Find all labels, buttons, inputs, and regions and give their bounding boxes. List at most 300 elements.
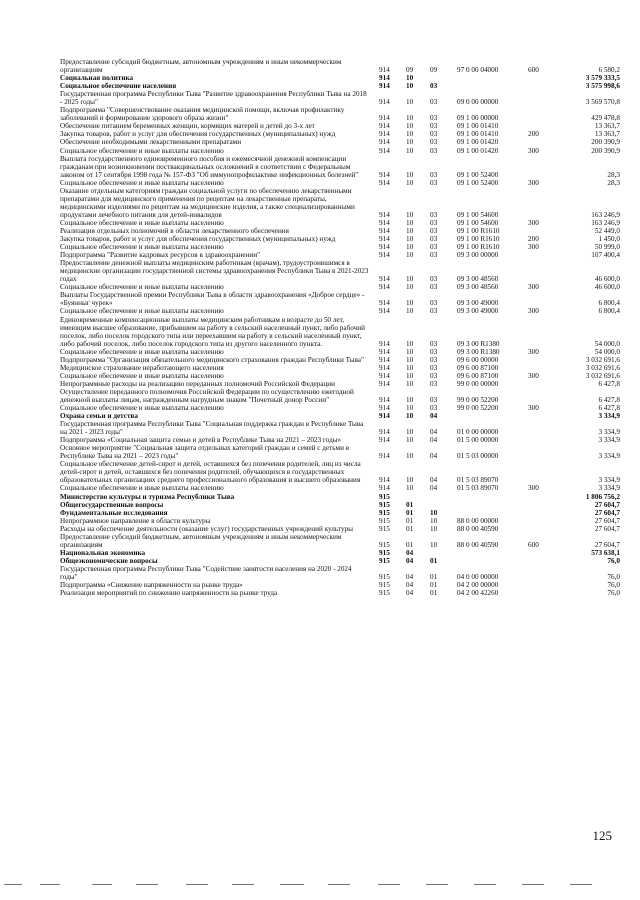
code-expense-type: 300 [528, 146, 539, 155]
table-row [60, 581, 620, 589]
code-department: 914 [379, 114, 390, 123]
code-section: 10 [406, 98, 414, 107]
code-subsection: 01 [430, 573, 438, 581]
code-section: 04 [406, 548, 414, 557]
code-section: 10 [406, 412, 414, 421]
code-target-article: 09 3 00 48560 [457, 275, 499, 284]
table-row [60, 549, 620, 557]
code-target-article: 09 3 00 00000 [457, 251, 499, 260]
table-row [60, 243, 620, 251]
code-department: 914 [379, 476, 390, 485]
page-number: 125 [592, 828, 612, 843]
table-row [60, 501, 620, 509]
code-subsection: 03 [430, 210, 438, 219]
code-subsection: 03 [430, 146, 438, 155]
table-row [60, 138, 620, 146]
table-row [60, 82, 620, 90]
row-name: Закупка товаров, работ и услуг для обеспечения государственных (муниципальных) нужд [60, 130, 336, 139]
code-target-article: 04 2 00 00000 [457, 581, 499, 590]
code-section: 01 [406, 524, 414, 533]
amount: 28,3 [607, 178, 620, 187]
code-department: 915 [379, 556, 390, 565]
code-section: 10 [406, 436, 414, 445]
row-name: Общеэкономические вопросы [60, 556, 158, 565]
code-section: 01 [406, 516, 414, 525]
code-target-article: 04 0 00 00000 [457, 573, 499, 581]
amount: 3 334,9 [598, 428, 620, 437]
row-name: Социальная политика [60, 74, 134, 83]
code-department: 915 [379, 573, 390, 581]
code-target-article: 09 0 00 00000 [457, 98, 499, 107]
amount: 3 334,9 [598, 452, 620, 461]
code-target-article: 01 5 03 00000 [457, 452, 499, 461]
code-section: 10 [406, 347, 414, 356]
code-subsection: 10 [430, 524, 438, 533]
row-name: Социальное обеспечение населения [60, 82, 177, 91]
row-name: Основное мероприятие "Социальная защита отдельных категорий граждан и семей с детьми в Республике Тыва на 2021 – 2023 годы" [60, 444, 350, 461]
row-name: Предоставление денежной выплаты медицинским работникам (врачам), трудоустроившимся в медицинские организации государственной системы здравоохранения Республики Тыва в 2021-2023 годах [60, 259, 369, 284]
amount: 46 600,0 [594, 283, 620, 292]
code-subsection: 03 [430, 355, 438, 364]
amount: 429 478,8 [591, 114, 620, 123]
row-name: Подпрограмма «Социальная защита семьи и детей в Республике Тыва на 2021 – 2023 годы» [60, 436, 342, 445]
code-section: 10 [406, 226, 414, 235]
table-row [60, 283, 620, 291]
row-name: Реализация мероприятий по снижению напряженности на рынке труда [60, 589, 278, 598]
code-subsection: 03 [430, 404, 438, 413]
code-target-article: 99 0 00 00000 [457, 379, 499, 388]
amount: 1 806 756,2 [585, 492, 620, 501]
amount: 3 334,9 [598, 412, 620, 421]
code-expense-type: 200 [528, 235, 539, 244]
row-name: Расходы на обеспечение деятельности (оказание услуг) государственных учреждений культуры [60, 524, 353, 533]
amount: 3 334,9 [598, 436, 620, 445]
code-target-article: 09 6 00 87100 [457, 371, 499, 380]
code-target-article: 09 1 00 R1610 [457, 243, 500, 252]
code-department: 914 [379, 251, 390, 260]
table-row [60, 187, 620, 219]
amount: 76,0 [607, 581, 620, 590]
table-row [60, 307, 620, 315]
amount: 54 000,0 [594, 347, 620, 356]
table-row [60, 557, 620, 565]
code-target-article: 09 3 00 49000 [457, 307, 499, 316]
code-department: 914 [379, 283, 390, 292]
code-target-article: 09 1 00 52400 [457, 178, 499, 187]
row-name: Государственная программа Республики Тыва "Социальная поддержка граждан в Республике Тыва на 2021 - 2023 годы" [60, 420, 364, 437]
code-subsection: 03 [430, 178, 438, 187]
amount: 6 427,8 [598, 379, 620, 388]
code-section: 10 [406, 210, 414, 219]
table-row [60, 380, 620, 388]
table-row [60, 316, 620, 348]
table-row [60, 122, 620, 130]
code-subsection: 09 [430, 66, 438, 75]
code-target-article: 88 0 00 00000 [457, 516, 499, 525]
code-target-article: 09 1 00 01420 [457, 138, 499, 147]
row-name: Обеспечение питанием беременных женщин, кормящих матерей и детей до 3-х лет [60, 122, 315, 131]
table-row [60, 155, 620, 179]
code-section: 10 [406, 476, 414, 485]
amount: 54 000,0 [594, 339, 620, 348]
code-target-article: 01 5 00 00000 [457, 436, 499, 445]
code-department: 914 [379, 82, 390, 91]
code-section: 10 [406, 307, 414, 316]
table-row [60, 493, 620, 501]
code-subsection: 04 [430, 412, 438, 421]
row-name: Подпрограмма "Совершенствование оказания медицинской помощи, включая профилактику заболеваний и формирование здорового образа жизни" [60, 106, 345, 123]
code-section: 10 [406, 218, 414, 227]
code-department: 915 [379, 581, 390, 590]
code-subsection: 03 [430, 307, 438, 316]
code-department: 915 [379, 500, 390, 509]
code-department: 914 [379, 428, 390, 437]
code-target-article: 09 3 00 R1380 [457, 339, 500, 348]
code-target-article: 09 3 00 49000 [457, 299, 499, 308]
row-name: Медицинское страхование неработающего населения [60, 363, 224, 372]
amount: 1 450,0 [598, 235, 620, 244]
amount: 27 604,7 [594, 540, 620, 549]
code-section: 10 [406, 122, 414, 131]
row-name: Министерство культуры и туризма Республики Тыва [60, 492, 235, 501]
table-row [60, 259, 620, 283]
code-section: 10 [406, 363, 414, 372]
code-section: 10 [406, 138, 414, 147]
code-subsection: 03 [430, 122, 438, 131]
row-name: Осуществление переданного полномочия Российской Федерации по осуществлению ежегодной денежной выплаты лицам, награжденным нагрудным знаком "Почетный донор России" [60, 387, 354, 404]
code-subsection: 03 [430, 299, 438, 308]
code-department: 914 [379, 178, 390, 187]
code-target-article: 09 1 00 01410 [457, 122, 499, 131]
row-name: Социальное обеспечение и иные выплаты населению [60, 283, 224, 292]
code-section: 10 [406, 235, 414, 244]
table-row [60, 525, 620, 533]
code-department: 914 [379, 412, 390, 421]
code-target-article: 01 5 03 89070 [457, 484, 499, 493]
table-row [60, 90, 620, 106]
row-name: Социальное обеспечение детей-сирот и детей, оставшихся без попечения родителей, лиц из числа детей-сирот и детей, оставшихся без попечения родителей, обучающихся в государственных образовательных организациях среднего профессионального образования и высшего образования [60, 460, 361, 485]
amount: 6 427,8 [598, 395, 620, 404]
row-name: Реализация отдельных полномочий в области лекарственного обеспечения [60, 226, 289, 235]
code-section: 04 [406, 556, 414, 565]
code-subsection: 04 [430, 476, 438, 485]
row-name: Национальная экономика [60, 548, 146, 557]
code-subsection: 03 [430, 347, 438, 356]
amount: 27 604,7 [594, 516, 620, 525]
code-subsection: 03 [430, 130, 438, 139]
code-department: 914 [379, 138, 390, 147]
code-department: 914 [379, 210, 390, 219]
amount: 3 569 570,8 [585, 98, 620, 107]
amount: 163 246,9 [591, 218, 620, 227]
code-expense-type: 600 [528, 66, 539, 75]
table-row [60, 356, 620, 364]
code-department: 914 [379, 355, 390, 364]
code-subsection: 01 [430, 589, 438, 598]
table-row [60, 509, 620, 517]
budget-table [60, 58, 620, 597]
code-section: 10 [406, 82, 414, 91]
code-subsection: 03 [430, 226, 438, 235]
code-subsection: 03 [430, 218, 438, 227]
code-department: 914 [379, 379, 390, 388]
code-subsection: 04 [430, 452, 438, 461]
code-department: 914 [379, 122, 390, 131]
code-subsection: 04 [430, 428, 438, 437]
code-target-article: 09 1 00 54600 [457, 218, 499, 227]
row-name: Непрограммное направление в области культуры [60, 516, 211, 525]
code-target-article: 99 0 00 52200 [457, 404, 499, 413]
code-expense-type: 300 [528, 347, 539, 356]
table-row [60, 251, 620, 259]
code-department: 914 [379, 146, 390, 155]
amount: 573 638,1 [591, 548, 620, 557]
code-subsection: 10 [430, 516, 438, 525]
table-row [60, 436, 620, 444]
row-name: Фундаментальные исследования [60, 508, 168, 517]
code-target-article: 09 3 00 R1380 [457, 347, 500, 356]
amount: 52 449,0 [594, 226, 620, 235]
code-department: 915 [379, 492, 390, 501]
amount: 76,0 [607, 573, 620, 581]
code-target-article: 97 0 00 04000 [457, 66, 499, 75]
code-target-article: 09 6 00 00000 [457, 355, 499, 364]
amount: 200 390,9 [591, 146, 620, 155]
code-target-article: 99 0 00 52200 [457, 395, 499, 404]
amount: 3 032 691,6 [585, 355, 620, 364]
code-section: 10 [406, 114, 414, 123]
code-section: 10 [406, 371, 414, 380]
code-subsection: 03 [430, 235, 438, 244]
amount: 27 604,7 [594, 524, 620, 533]
code-section: 10 [406, 130, 414, 139]
code-section: 10 [406, 243, 414, 252]
amount: 3 575 998,6 [585, 82, 620, 91]
code-section: 10 [406, 379, 414, 388]
code-target-article: 09 1 00 R1610 [457, 226, 500, 235]
row-name: Государственная программа Республики Тыва "Развитие здравоохранения Республики Тыва на 2018 - 2025 годы" [60, 90, 367, 107]
code-subsection: 03 [430, 379, 438, 388]
row-name: Социальное обеспечение и иные выплаты населению [60, 371, 224, 380]
code-subsection: 10 [430, 540, 438, 549]
code-department: 914 [379, 371, 390, 380]
amount: 200 390,9 [591, 138, 620, 147]
amount: 50 999,0 [594, 243, 620, 252]
code-expense-type: 300 [528, 178, 539, 187]
code-expense-type: 600 [528, 540, 539, 549]
code-subsection: 03 [430, 275, 438, 284]
code-subsection: 03 [430, 283, 438, 292]
code-subsection: 03 [430, 243, 438, 252]
code-department: 914 [379, 363, 390, 372]
row-name: Государственная программа Республики Тыва "Содействие занятости населения на 2020 - 2024 годы" [60, 564, 352, 581]
code-section: 10 [406, 283, 414, 292]
row-name: Социальное обеспечение и иные выплаты населению [60, 178, 224, 187]
table-row [60, 58, 620, 74]
amount: 3 334,9 [598, 484, 620, 493]
code-department: 915 [379, 589, 390, 598]
code-target-article: 88 0 00 40590 [457, 524, 499, 533]
code-target-article: 04 2 00 42260 [457, 589, 499, 598]
table-row [60, 420, 620, 436]
code-section: 04 [406, 573, 414, 581]
code-target-article: 09 1 00 00000 [457, 114, 499, 123]
code-target-article: 09 1 00 54600 [457, 210, 499, 219]
code-section: 04 [406, 581, 414, 590]
row-name: Социальное обеспечение и иные выплаты населению [60, 347, 224, 356]
code-section: 10 [406, 170, 414, 179]
code-department: 914 [379, 347, 390, 356]
row-name: Общегосударственные вопросы [60, 500, 164, 509]
code-subsection: 03 [430, 82, 438, 91]
table-row [60, 412, 620, 420]
amount: 6 580,2 [598, 66, 620, 75]
row-name: Социальное обеспечение и иные выплаты населению [60, 307, 224, 316]
row-name: Предоставление субсидий бюджетным, автономным учреждениям и иным некоммерческим организациям [60, 58, 342, 75]
code-department: 914 [379, 243, 390, 252]
code-subsection: 03 [430, 371, 438, 380]
code-department: 914 [379, 218, 390, 227]
code-expense-type: 300 [528, 404, 539, 413]
code-section: 10 [406, 146, 414, 155]
code-target-article: 09 1 00 01410 [457, 130, 499, 139]
row-name: Обеспечение необходимыми лекарственными препаратами [60, 138, 242, 147]
code-department: 914 [379, 98, 390, 107]
code-expense-type: 300 [528, 307, 539, 316]
page-edge-marks [0, 883, 640, 887]
amount: 76,0 [607, 556, 620, 565]
code-section: 10 [406, 428, 414, 437]
amount: 13 363,7 [594, 130, 620, 139]
code-subsection: 04 [430, 436, 438, 445]
code-section: 10 [406, 484, 414, 493]
code-department: 915 [379, 516, 390, 525]
code-target-article: 09 1 00 52400 [457, 170, 499, 179]
code-department: 915 [379, 524, 390, 533]
table-row [60, 404, 620, 412]
code-subsection: 03 [430, 170, 438, 179]
code-section: 01 [406, 500, 414, 509]
code-expense-type: 300 [528, 243, 539, 252]
code-subsection: 10 [430, 508, 438, 517]
amount: 76,0 [607, 589, 620, 598]
amount: 28,3 [607, 170, 620, 179]
code-department: 914 [379, 404, 390, 413]
amount: 6 427,8 [598, 404, 620, 413]
code-section: 10 [406, 178, 414, 187]
code-section: 10 [406, 251, 414, 260]
code-department: 915 [379, 540, 390, 549]
table-row [60, 219, 620, 227]
code-subsection: 03 [430, 363, 438, 372]
amount: 27 604,7 [594, 500, 620, 509]
table-row [60, 130, 620, 138]
row-name: Социальное обеспечение и иные выплаты населению [60, 484, 224, 493]
code-subsection: 01 [430, 556, 438, 565]
code-target-article: 09 3 00 48560 [457, 283, 499, 292]
code-subsection: 03 [430, 251, 438, 260]
code-section: 01 [406, 508, 414, 517]
code-department: 914 [379, 299, 390, 308]
code-department: 915 [379, 548, 390, 557]
code-section: 10 [406, 299, 414, 308]
code-target-article: 88 0 00 40590 [457, 540, 499, 549]
code-subsection: 03 [430, 138, 438, 147]
row-name: Социальное обеспечение и иные выплаты населению [60, 243, 224, 252]
code-subsection: 03 [430, 98, 438, 107]
code-section: 10 [406, 452, 414, 461]
code-target-article: 01 0 00 00000 [457, 428, 499, 437]
table-row [60, 147, 620, 155]
amount: 3 032 691,6 [585, 371, 620, 380]
amount: 46 600,0 [594, 275, 620, 284]
table-row [60, 444, 620, 460]
code-department: 914 [379, 339, 390, 348]
code-subsection: 01 [430, 581, 438, 590]
row-name: Предоставление субсидий бюджетным, автономным учреждениям и иным некоммерческим организациям [60, 532, 342, 549]
code-section: 10 [406, 74, 414, 83]
code-department: 914 [379, 226, 390, 235]
code-subsection: 04 [430, 484, 438, 493]
code-expense-type: 300 [528, 371, 539, 380]
code-section: 10 [406, 339, 414, 348]
code-department: 914 [379, 74, 390, 83]
amount: 3 032 691,6 [585, 363, 620, 372]
table-row [60, 106, 620, 122]
code-expense-type: 300 [528, 484, 539, 493]
row-name: Социальное обеспечение и иные выплаты населению [60, 146, 224, 155]
code-subsection: 03 [430, 339, 438, 348]
table-row [60, 589, 620, 597]
code-target-article: 09 1 00 01420 [457, 146, 499, 155]
table-row [60, 565, 620, 581]
code-subsection: 03 [430, 114, 438, 123]
code-subsection: 03 [430, 395, 438, 404]
table-row [60, 227, 620, 235]
table-row [60, 179, 620, 187]
code-department: 914 [379, 66, 390, 75]
row-name: Охрана семьи и детства [60, 412, 138, 421]
code-department: 914 [379, 452, 390, 461]
table-row [60, 235, 620, 243]
amount: 6 800,4 [598, 307, 620, 316]
amount: 3 579 333,5 [585, 74, 620, 83]
table-row [60, 533, 620, 549]
code-department: 914 [379, 307, 390, 316]
row-name: Подпрограмма «Снижение напряженности на рынке труда» [60, 581, 243, 590]
amount: 163 246,9 [591, 210, 620, 219]
row-name: Социальное обеспечение и иные выплаты населению [60, 404, 224, 413]
code-target-article: 09 1 00 R1610 [457, 235, 500, 244]
row-name: Единовременные компенсационные выплаты медицинским работникам в возрасте до 50 лет, имеющим высшее образование, прибывшим на работу в сельский населенный пункт, либо рабочий поселок, либо поселок городского типа или переехавшим на работу в сельский населенный пункт, либо рабочий поселок, либо поселок городского типа из другого населенного пункта. [60, 315, 365, 348]
row-name: Подпрограмма "Развитие кадровых ресурсов в здравоохранении" [60, 251, 261, 260]
amount: 107 400,4 [591, 251, 620, 260]
row-name: Выплата государственного единовременного пособия и ежемесячной денежной компенсации гражданам при возникновении поствакцинальных осложнений в соответствии с Федеральным законом от 17 сентября 1998 года № 157-ФЗ "Об иммунопрофилактике инфекционных болезней" [60, 154, 359, 179]
code-section: 10 [406, 404, 414, 413]
code-section: 09 [406, 66, 414, 75]
code-section: 01 [406, 540, 414, 549]
table-row [60, 348, 620, 356]
amount: 13 363,7 [594, 122, 620, 131]
code-section: 10 [406, 275, 414, 284]
code-expense-type: 300 [528, 283, 539, 292]
table-row [60, 484, 620, 492]
code-department: 914 [379, 395, 390, 404]
row-name: Подпрограмма "Организация обязательного медицинского страхования граждан Республики Тыва" [60, 355, 364, 364]
code-target-article: 01 5 03 89070 [457, 476, 499, 485]
row-name: Выплаты Государственной премии Республики Тыва в области здравоохранения «Доброе сердце» - «Буянныг чурек» [60, 291, 365, 308]
code-target-article: 09 6 00 87100 [457, 363, 499, 372]
